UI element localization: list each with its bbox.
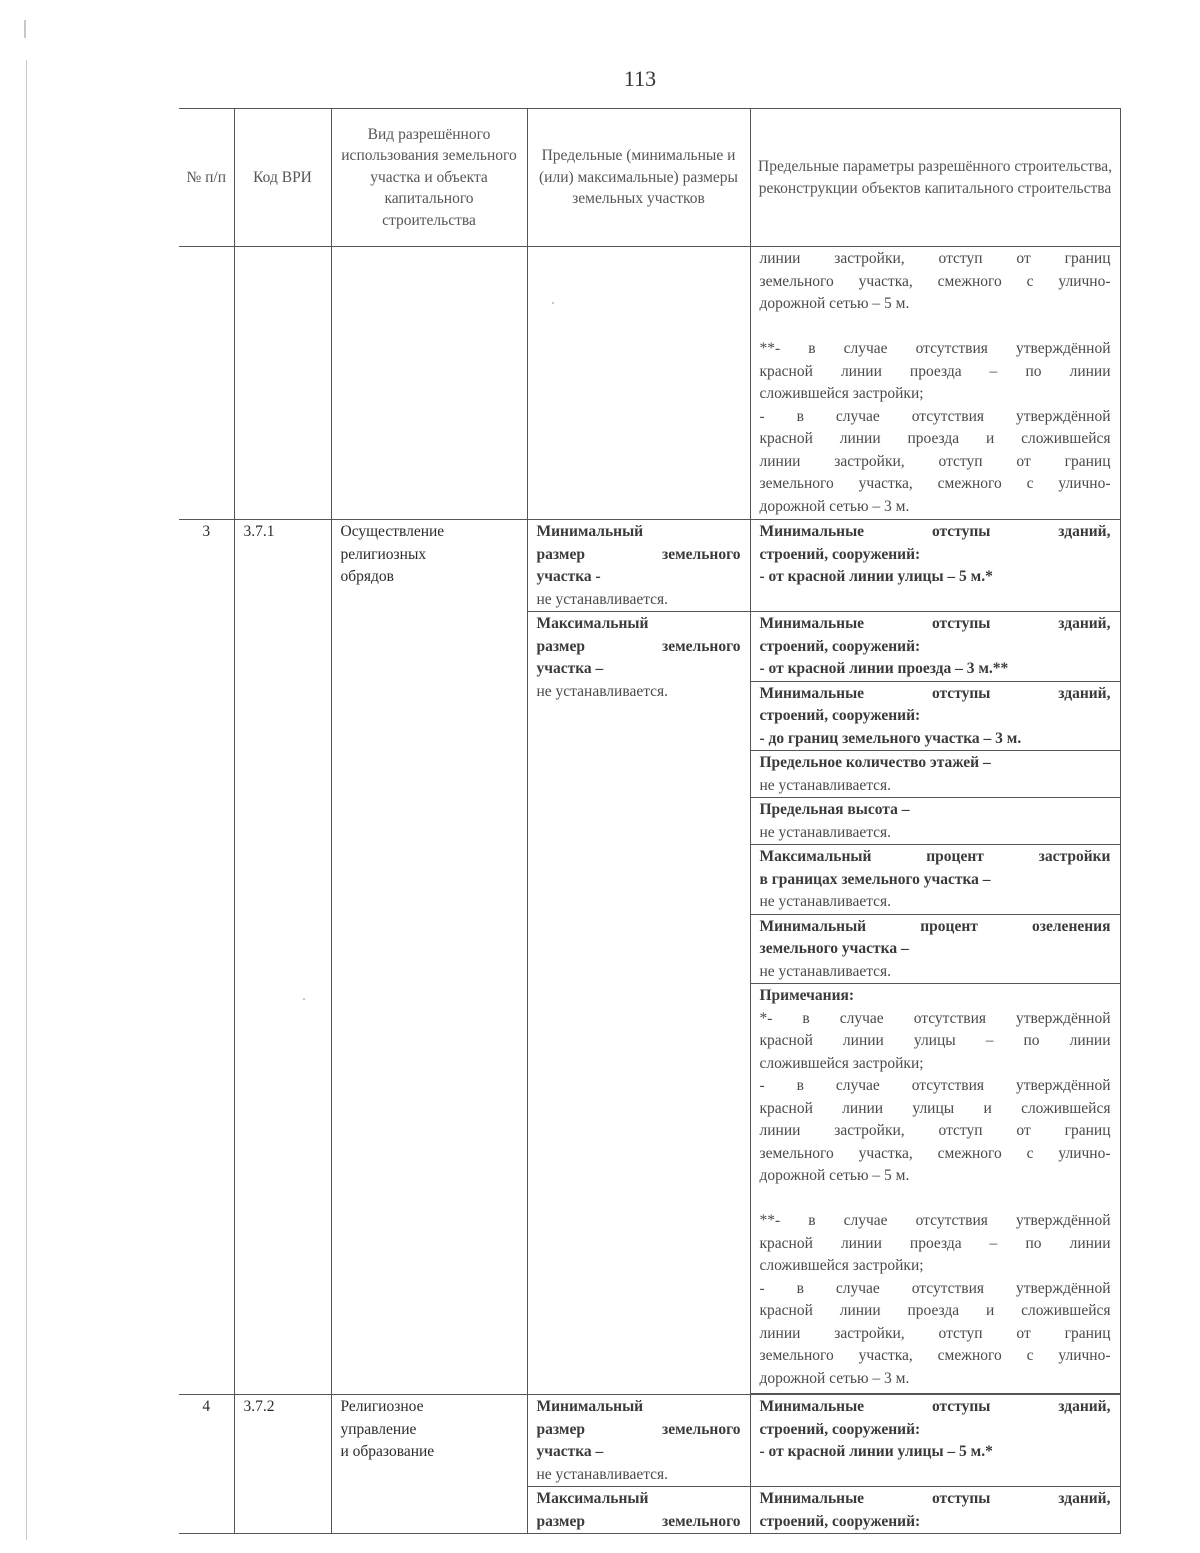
table-header-row xyxy=(179,109,1120,247)
text-line: Предельная высота – xyxy=(759,801,910,818)
text-line: - до границ земельного участка – 3 м. xyxy=(759,729,1022,747)
text-line: размер земельного xyxy=(536,545,741,563)
text-line: дорожной сетью – 3 м. xyxy=(759,1369,910,1387)
text-line: земельного участка, смежного с улично- xyxy=(759,1347,1111,1364)
text-line: Минимальные отступы зданий, xyxy=(759,684,1111,702)
text-line: не устанавливается. xyxy=(759,962,892,980)
text-line: строений, сооружений: xyxy=(759,1512,921,1530)
text-line: - от красной линии улицы – 5 м.* xyxy=(759,1443,993,1460)
row3-min-size xyxy=(527,520,750,612)
text-line: и образование xyxy=(340,1443,435,1460)
text-line: красной линии проезда – по линии xyxy=(759,1234,1111,1252)
text-line: красной линии проезда и сложившейся xyxy=(759,430,1111,447)
text-line: красной линии улицы и сложившейся xyxy=(759,1099,1111,1117)
row4-use xyxy=(331,1395,527,1534)
text-line: Максимальный xyxy=(536,1490,649,1507)
text-line: строений, сооружений: xyxy=(759,707,921,724)
row3-param-6 xyxy=(750,845,1120,915)
header-sizes: Предельные (минимальные и (или) максимальные) размеры земельных участков xyxy=(527,109,750,247)
table-row xyxy=(179,1395,1120,1487)
text-line: сложившейся застройки; xyxy=(759,385,924,402)
cont-params-cell xyxy=(750,247,1120,520)
row3-num: 3 xyxy=(179,520,234,1395)
text-line: Минимальный процент озеленения xyxy=(759,917,1111,935)
row3-param-4 xyxy=(750,751,1120,798)
text-line: - в случае отсутствия утверждённой xyxy=(759,1279,1111,1297)
text-line: земельного участка, смежного с улично- xyxy=(759,1144,1111,1162)
text-line: размер земельного xyxy=(536,1420,741,1438)
text-line: - в случае отсутствия утверждённой xyxy=(759,1077,1111,1094)
cont-code-cell xyxy=(234,247,331,520)
text-line: Максимальный xyxy=(536,615,649,632)
row3-param-5 xyxy=(750,798,1120,845)
text-line: строений, сооружений: xyxy=(759,1420,921,1438)
text-line: линии застройки, отступ от границ xyxy=(759,250,1111,267)
text-line: Осуществление xyxy=(340,523,445,540)
text-line: дорожной сетью – 3 м. xyxy=(759,497,910,515)
header-num: № п/п xyxy=(179,109,234,247)
text-line: Религиозное xyxy=(340,1398,424,1415)
text-line: Минимальный xyxy=(536,1398,644,1415)
row4-param-1 xyxy=(750,1395,1120,1487)
text-line: участка - xyxy=(536,568,601,585)
text-line: не устанавливается. xyxy=(759,823,892,841)
row3-max-size xyxy=(527,612,750,1395)
row4-code: 3.7.2 xyxy=(234,1395,331,1534)
table-row-continuation xyxy=(179,247,1120,520)
scan-edge-mark-top xyxy=(24,20,26,38)
cont-num-cell xyxy=(179,247,234,520)
row4-num: 4 xyxy=(179,1395,234,1534)
text-line: линии застройки, отступ от границ xyxy=(759,452,1111,470)
text-line: дорожной сетью – 5 м. xyxy=(759,1167,910,1184)
text-line: не устанавливается. xyxy=(536,1465,669,1483)
row4-min-size xyxy=(527,1395,750,1487)
scan-edge-line xyxy=(26,60,27,1540)
table-row xyxy=(179,520,1120,612)
text-line: не устанавливается. xyxy=(759,893,892,910)
text-line: не устанавливается. xyxy=(536,682,669,700)
text-line: Минимальные отступы зданий, xyxy=(759,615,1111,632)
text-line: Минимальный xyxy=(536,523,644,540)
header-code: Код ВРИ xyxy=(234,109,331,247)
text-line: строений, сооружений: xyxy=(759,637,921,655)
text-line: *- в случае отсутствия утверждённой xyxy=(759,1009,1111,1027)
text-line: Минимальные отступы зданий, xyxy=(759,1398,1111,1415)
text-line: сложившейся застройки; xyxy=(759,1054,924,1072)
cont-sizes-cell xyxy=(527,247,750,520)
text-line: красной линии проезда и сложившейся xyxy=(759,1302,1111,1319)
cont-use-cell xyxy=(331,247,527,520)
text-line: участка – xyxy=(536,660,604,677)
row4-param-2 xyxy=(750,1487,1120,1534)
regulations-table xyxy=(179,108,1121,1534)
text-line: линии застройки, отступ от границ xyxy=(759,1324,1111,1342)
row3-param-2 xyxy=(750,612,1120,682)
row3-param-7 xyxy=(750,914,1120,984)
text-line: земельного участка, смежного с улично- xyxy=(759,475,1111,492)
text-line: не устанавливается. xyxy=(759,776,892,794)
text-line: линии застройки, отступ от границ xyxy=(759,1122,1111,1139)
text-line: **- в случае отсутствия утверждённой xyxy=(759,340,1111,357)
text-line: Максимальный процент застройки xyxy=(759,848,1111,865)
row3-code: 3.7.1 xyxy=(234,520,331,1395)
row3-notes xyxy=(750,984,1120,1394)
text-line: Минимальные отступы зданий, xyxy=(759,523,1111,540)
text-line: строений, сооружений: xyxy=(759,545,921,563)
text-line: дорожной сетью – 5 м. xyxy=(759,295,910,312)
text-line: религиозных xyxy=(340,545,427,563)
text-line: сложившейся застройки; xyxy=(759,1257,924,1274)
text-line: земельного участка – xyxy=(759,940,909,957)
text-line: - в случае отсутствия утверждённой xyxy=(759,407,1111,425)
header-use: Вид разрешённого использования земельного участка и объекта капитального строительства xyxy=(331,109,527,247)
header-params: Предельные параметры разрешённого строительства, реконструкции объектов капитального строительства xyxy=(750,109,1120,247)
text-line: земельного участка, смежного с улично- xyxy=(759,272,1111,290)
text-line: красной линии улицы – по линии xyxy=(759,1032,1111,1049)
text-line: Предельное количество этажей – xyxy=(759,754,991,771)
text-line: не устанавливается. xyxy=(536,590,669,608)
text-line: **- в случае отсутствия утверждённой xyxy=(759,1212,1111,1229)
text-line: - от красной линии проезда – 3 м.** xyxy=(759,660,1009,677)
text-line: управление xyxy=(340,1420,417,1438)
text-line: - от красной линии улицы – 5 м.* xyxy=(759,568,993,585)
text-line: обрядов xyxy=(340,568,394,585)
text-line: участка – xyxy=(536,1443,604,1460)
notes-title: Примечания: xyxy=(759,987,855,1004)
text-line: размер земельного xyxy=(536,1512,741,1530)
row3-param-3 xyxy=(750,681,1120,751)
text-line: Минимальные отступы зданий, xyxy=(759,1490,1111,1507)
text-line: размер земельного xyxy=(536,637,741,655)
text-line: в границах земельного участка – xyxy=(759,870,991,888)
page-number: 113 xyxy=(623,66,657,91)
text-line: красной линии проезда – по линии xyxy=(759,362,1111,380)
row3-use xyxy=(331,520,527,1395)
row3-param-1 xyxy=(750,520,1120,612)
row4-max-size xyxy=(527,1487,750,1534)
